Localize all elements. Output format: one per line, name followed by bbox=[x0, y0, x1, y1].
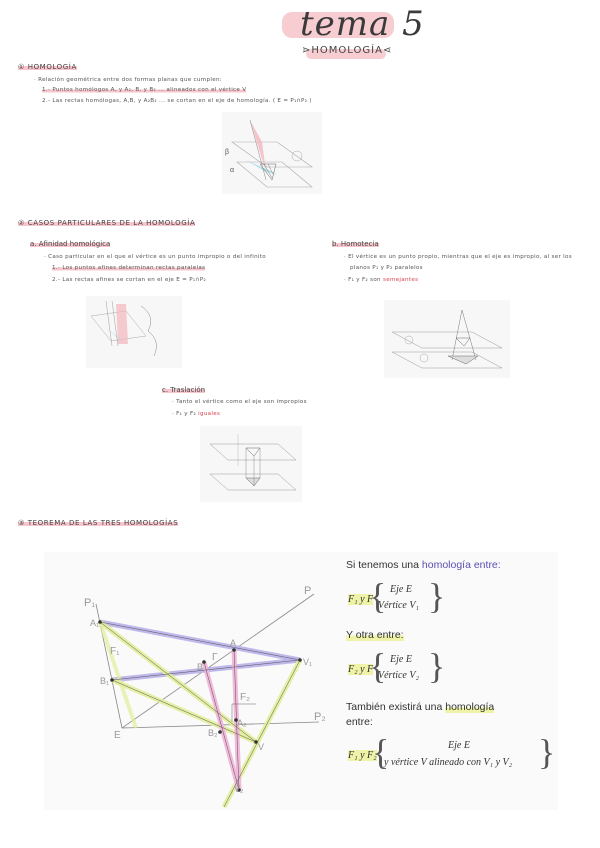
figure-traslacion-bg bbox=[200, 426, 302, 502]
label-V: V bbox=[258, 742, 265, 752]
section2a-line2-text: 1.- Los puntos afines determinan rectas paralelas bbox=[52, 265, 206, 271]
point-V1 bbox=[298, 658, 302, 662]
section2a-line1: · Caso particular en el que el vértice es un punto impropio o del infinito bbox=[44, 254, 266, 260]
section2-heading-text: ② CASOS PARTICULARES DE LA HOMOLOGÍA bbox=[18, 219, 196, 227]
pair1-brace-right: } bbox=[428, 576, 446, 616]
pair2-eje: Eje E bbox=[390, 654, 412, 665]
theorem-diagram bbox=[44, 552, 334, 810]
label-A2: A₂ bbox=[237, 718, 247, 728]
page-title: tema 5 bbox=[300, 4, 425, 44]
label-P2: P₂ bbox=[314, 711, 326, 723]
afinidad-pink-band bbox=[116, 304, 128, 344]
pair2-brace-right: } bbox=[428, 646, 446, 686]
theorem-text-3-suffix: entre: bbox=[346, 716, 373, 728]
point-A bbox=[232, 648, 236, 652]
pair1-vertice: Vértice V₁ bbox=[378, 600, 419, 611]
label-P1: P₁ bbox=[84, 597, 96, 609]
label-Gamma: Γ bbox=[212, 652, 218, 663]
theorem-text-3-accent: homología bbox=[445, 701, 495, 713]
section2a-title-text: a. Afinidad homológica bbox=[30, 240, 111, 248]
pair2-brace-left: { bbox=[369, 646, 387, 686]
subtitle-deco-left: ⋗ bbox=[302, 45, 312, 56]
label-V2: V₂ bbox=[234, 784, 244, 794]
section2b-line1: · El vértice es un punto propio, mientras que el eje es impropio, al ser los bbox=[344, 254, 572, 260]
theorem-text-1-accent: homología entre: bbox=[421, 559, 501, 571]
section3-heading bbox=[18, 519, 178, 527]
point-B2 bbox=[218, 730, 222, 734]
figure-traslacion bbox=[200, 426, 302, 502]
theorem-text-3-prefix: También existirá una bbox=[346, 701, 443, 713]
pair1-label-text: F₁ y F bbox=[348, 594, 374, 605]
pair3-brace-right: } bbox=[538, 732, 556, 772]
section2c-title-text: c. Traslación bbox=[162, 386, 206, 394]
figure-homotecia-bg bbox=[384, 300, 510, 378]
section1-line2-text: 1.- Puntos homólogos A, y A₂, B, y B₂ ... alineados con el vértice V bbox=[42, 87, 247, 93]
pair3-eje: Eje E bbox=[448, 740, 470, 751]
figure-homologia-bg bbox=[222, 112, 322, 194]
label-B2: B₂ bbox=[208, 728, 218, 738]
label-E: E bbox=[114, 730, 121, 741]
section2b-line3 bbox=[344, 277, 418, 283]
section1-line2 bbox=[42, 87, 246, 93]
section2b-line2: planos P₁ y P₂ paralelos bbox=[350, 265, 423, 271]
label-A1: A₁ bbox=[90, 618, 100, 628]
label-alpha: α bbox=[230, 167, 235, 174]
pair3-line: y vértice V alineado con V₁ y V₂ bbox=[384, 757, 513, 768]
subtitle-deco-right: ⋖ bbox=[382, 45, 393, 56]
section2a-title bbox=[30, 240, 110, 248]
label-P: P bbox=[304, 585, 312, 597]
section2b-title-text: b. Homotecia bbox=[332, 240, 379, 248]
section2a-line2 bbox=[52, 265, 205, 271]
pair3-label-text: F₁ y F₂ bbox=[348, 750, 377, 761]
label-B1: B₁ bbox=[100, 676, 110, 686]
section1-line1: · Relación geométrica entre dos formas planas que cumplen: bbox=[34, 77, 222, 83]
section1-line3: 2.- Las rectas homólogas, A,B, y A₂B₂ ... se cortan en el eje de homología. ( E = P₁∩P₂ ) bbox=[42, 98, 312, 104]
page-subtitle bbox=[302, 45, 392, 56]
theorem-text-2 bbox=[346, 629, 404, 641]
section1-heading bbox=[18, 63, 77, 71]
section2c-line2 bbox=[172, 411, 220, 417]
label-V1: V₁ bbox=[303, 657, 313, 667]
label-F2: F₂ bbox=[240, 692, 250, 703]
section2c-title bbox=[162, 386, 205, 394]
label-B: B bbox=[197, 662, 204, 672]
label-beta: β bbox=[225, 149, 230, 156]
pair2-label-text: F₂ y F bbox=[348, 664, 374, 675]
subtitle-text: HOMOLOGÍA bbox=[311, 45, 383, 56]
pair3-brace-left: { bbox=[372, 732, 390, 772]
section2-heading bbox=[18, 219, 195, 227]
section1-heading-text: ① HOMOLOGÍA bbox=[18, 63, 77, 71]
label-A: A bbox=[230, 638, 237, 648]
theorem-text-1 bbox=[346, 559, 501, 571]
point-B1 bbox=[110, 678, 114, 682]
section2b-line3-prefix: · F₁ y F₂ son bbox=[344, 277, 381, 283]
theorem-text-1-prefix: Si tenemos una bbox=[346, 559, 419, 571]
section2c-line2-prefix: · F₁ y F₂ bbox=[172, 411, 197, 417]
section3-heading-text: ③ TEOREMA DE LAS TRES HOMOLOGÍAS bbox=[18, 519, 179, 527]
section2a-line3: 2.- Las rectas afines se cortan en el eje E = P₁∩P₂ bbox=[52, 277, 207, 283]
figure-homotecia bbox=[384, 300, 510, 378]
section2c-line2-accent: iguales bbox=[198, 411, 221, 417]
pair2-vertice: Vértice V₂ bbox=[378, 670, 419, 681]
pair1-brace-left: { bbox=[369, 576, 387, 616]
figure-afinidad-bg bbox=[86, 296, 182, 368]
figure-afinidad bbox=[86, 296, 182, 368]
theorem-text-3 bbox=[346, 700, 546, 730]
section2c-line1: · Tanto el vértice como el eje son impropios bbox=[172, 399, 307, 405]
section2b-line3-accent: semejantes bbox=[382, 277, 419, 283]
section2b-title bbox=[332, 240, 379, 248]
pair1-eje: Eje E bbox=[390, 584, 412, 595]
label-F1: F₁ bbox=[110, 646, 120, 657]
line-A1-V1 bbox=[100, 622, 300, 660]
theorem-text-2-text: Y otra entre: bbox=[346, 629, 404, 641]
figure-homologia bbox=[222, 112, 322, 194]
